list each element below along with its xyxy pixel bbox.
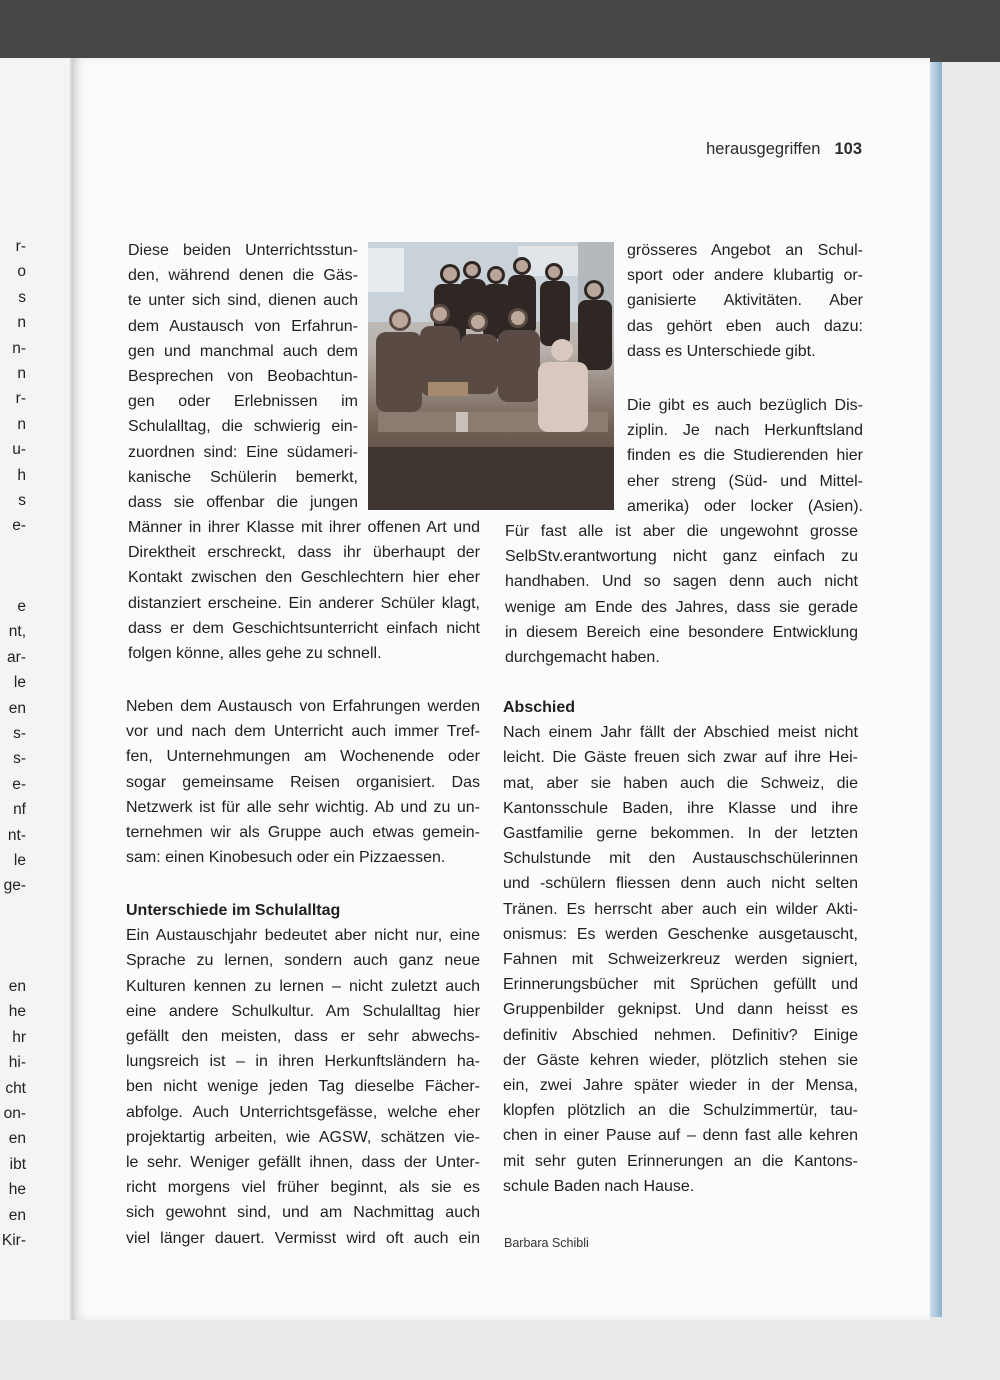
- group-photo-illustration: [368, 242, 614, 510]
- left-page-text-fragment: r-: [15, 390, 26, 408]
- text-line: Besprechen von Beobachtun-: [128, 368, 358, 386]
- text-line: leicht. Die Gäste freuen sich zwar auf ihre Hei-: [503, 749, 858, 767]
- text-line: sogar gemeinsame Reisen organisiert. Das: [126, 773, 480, 791]
- section-heading-abschied: Abschied: [503, 699, 576, 716]
- left-page-text-fragment: le: [13, 852, 26, 869]
- left-page-text-fragment: n: [17, 415, 26, 433]
- text-line: projektartig arbeiten, wie AGSW, schätzen vie-: [126, 1128, 480, 1146]
- text-line: kanische Schülerin bemerkt,: [128, 468, 358, 486]
- text-line: und -schülern fliessen denn auch nicht selten: [503, 875, 858, 893]
- text-line: schule Baden nach Hause.: [503, 1177, 695, 1195]
- article-paragraph-1: [128, 238, 358, 515]
- text-line: definitiv Abschied nehmen. Definitiv? Einige: [503, 1026, 858, 1044]
- text-line: zuordnen sind: Eine südameri-: [128, 443, 358, 461]
- left-page-text-fragment: nt-: [7, 826, 26, 844]
- left-page-text-fragment: e: [17, 598, 26, 615]
- left-page-text-fragment: ge-: [3, 877, 26, 895]
- text-line: distanziert erscheine. Ein anderer Schüler klagt,: [128, 594, 480, 612]
- text-line: gen oder Erlebnissen im: [128, 393, 358, 411]
- left-page-text-fragment: le: [13, 674, 26, 692]
- text-line: grösseres Angebot an Schul-: [627, 242, 863, 259]
- article-paragraph-right-2-continued: [505, 519, 858, 670]
- text-line: Netzwerk ist für alle sehr wichtig. Ab und zu un-: [126, 798, 480, 816]
- text-line: Männer in ihrer Klasse mit ihrer offenen Art und: [128, 519, 480, 536]
- text-line: in diesem Bereich eine besondere Entwicklung: [505, 623, 858, 641]
- group-photo: [368, 242, 614, 510]
- text-line: gen und manchmal auch dem: [128, 342, 358, 360]
- article-paragraph-right-2: [627, 393, 863, 519]
- text-line: den, während denen die Gäs-: [128, 267, 358, 285]
- left-page-text-fragment: Kir-: [1, 1232, 26, 1249]
- text-line: folgen könne, alles gehe zu schnell.: [128, 645, 382, 663]
- article-paragraph-2: [126, 694, 480, 870]
- text-line: Kulturen kennen zu lernen – nicht zuletzt auch: [126, 977, 480, 995]
- left-page-text-fragment: s: [18, 492, 26, 509]
- article-paragraph-1-continued: [128, 515, 480, 666]
- text-line: das gehört eben auch dazu:: [627, 317, 863, 335]
- left-page-text-fragment: ar-: [7, 648, 26, 666]
- left-page-text-fragment: s-: [13, 725, 26, 742]
- text-line: mat, aber sie haben auch die Schweiz, die: [503, 774, 858, 792]
- text-line: Kantonsschule Baden, ihre Klasse und ihre: [503, 799, 858, 817]
- left-page-text-fragment: n: [17, 365, 26, 382]
- left-page-text-fragment: on-: [3, 1105, 26, 1122]
- left-page-text-fragment: r-: [15, 238, 26, 255]
- text-line: sam: einen Kinobesuch oder ein Pizzaessen.: [126, 849, 446, 867]
- text-line: chen in einer Pause auf – denn fast alle kehren: [503, 1127, 858, 1145]
- left-page-text-fragment: s: [18, 288, 26, 306]
- text-line: dass es Unterschiede gibt.: [627, 342, 816, 360]
- text-line: fen, Unternehmungen am Wochenende oder: [126, 748, 480, 766]
- left-page-text-fragment: he: [8, 1181, 26, 1199]
- left-page-text-fragment: hr: [12, 1028, 26, 1046]
- text-line: mit sehr guten Erinnerungen an die Kantons-: [503, 1152, 858, 1170]
- text-line: Gastfamilie gerne bekommen. In der letzten: [503, 825, 858, 843]
- text-line: richt morgens viel früher beginnt, als sie es: [126, 1179, 480, 1197]
- text-line: ziplin. Je nach Herkunftsland: [627, 422, 863, 440]
- left-page-edge: [0, 58, 70, 1320]
- text-line: sport oder andere klubartig or-: [627, 267, 863, 285]
- left-page-text-fragment: he: [8, 1003, 26, 1021]
- left-page-text-fragment: en: [8, 1130, 26, 1148]
- text-line: Neben dem Austausch von Erfahrungen werden: [126, 698, 480, 715]
- text-line: ben nicht wenige jeden Tag dieselbe Fächer-: [126, 1078, 480, 1096]
- text-line: dem Austausch von Erfahrun-: [128, 317, 358, 335]
- section-heading-unterschiede: Unterschiede im Schulalltag: [126, 902, 341, 919]
- left-page-text-fragment: n-: [12, 339, 26, 357]
- text-line: Kontakt zwischen den Geschlechtern hier eher: [128, 569, 480, 587]
- page-stack-edge: [928, 62, 942, 1317]
- text-line: eher streng (Süd- und Mittel-: [627, 472, 863, 490]
- text-line: finden es die Studierenden hier: [627, 447, 863, 465]
- text-line: Schulalltag, die schwierig ein-: [128, 418, 358, 436]
- text-line: Gruppenbilder geknipst. Und dann heisst es: [503, 1001, 858, 1019]
- left-page-text-fragment: h: [17, 466, 26, 484]
- text-line: ein, zwei Jahre später wieder in der Mensa,: [503, 1077, 858, 1095]
- running-header: [706, 140, 862, 159]
- text-line: sich gewohnt sind, und am Nachmittag auch: [126, 1204, 480, 1222]
- left-page-text-fragment: cht: [5, 1079, 26, 1097]
- text-line: gefällt den meisten, dass er sehr abwechs-: [126, 1028, 480, 1046]
- text-line: viel länger dauert. Vermisst wird oft auch ein: [126, 1229, 480, 1247]
- left-page-text-fragment: e-: [12, 517, 26, 535]
- text-line: Fahnen mit Schweizerkreuz werden signiert,: [503, 951, 858, 969]
- text-line: Sprache zu lernen, sondern auch ganz neue: [126, 952, 480, 970]
- left-page-text-fragment: u-: [12, 441, 26, 459]
- left-page-text-fragment: hi-: [8, 1054, 26, 1072]
- text-line: te unter sich sind, dienen auch: [128, 292, 358, 310]
- text-line: Tränen. Es herrscht aber auch ein wilder Akti-: [503, 900, 858, 918]
- left-page-text-fragment: en: [8, 978, 26, 995]
- text-line: handhaben. Und so sagen denn auch nicht: [505, 573, 858, 591]
- text-line: SelbStv.erantwortung nicht ganz einfach zu: [505, 548, 858, 566]
- left-page-text-fragment: e-: [12, 775, 26, 793]
- text-line: Direktheit erschreckt, dass ihr überhaupt der: [128, 544, 480, 562]
- left-page-text-fragment: nf: [13, 801, 26, 819]
- left-page-text-fragment: n: [17, 314, 26, 332]
- text-line: lungsreich ist – in ihren Herkunftsländern ha-: [126, 1053, 480, 1071]
- left-page-text-fragment: s-: [13, 750, 26, 768]
- author-name: Barbara Schibli: [504, 1236, 589, 1250]
- text-line: onismus: Es werden Geschenke ausgetauscht,: [503, 925, 858, 943]
- text-line: Schulstunde mit den Austauschschülerinnen: [503, 850, 858, 868]
- text-line: dass sie offenbar die jungen: [128, 494, 358, 512]
- text-line: Erinnerungsbücher mit Sprüchen gefüllt und: [503, 976, 858, 994]
- section-title: herausgegriffen: [706, 140, 821, 158]
- article-paragraph-right-1: [627, 238, 863, 364]
- text-line: amerika) oder locker (Asien).: [627, 497, 863, 515]
- text-line: Diese beiden Unterrichtsstun-: [128, 242, 358, 259]
- scanner-background: [0, 0, 1000, 62]
- right-page: [72, 58, 930, 1320]
- page-number: 103: [834, 140, 862, 158]
- article-section-unterschiede: [126, 898, 480, 1251]
- left-page-text-fragment: en: [8, 1206, 26, 1224]
- text-line: der Gäste kehren wieder, plötzlich stehen sie: [503, 1051, 858, 1069]
- left-page-text-fragment: o: [17, 263, 26, 281]
- text-line: durchgemacht haben.: [505, 649, 660, 667]
- article-section-abschied: [503, 695, 858, 1199]
- text-line: eine andere Schulkultur. Am Schulalltag hier: [126, 1002, 480, 1020]
- text-line: klopfen plötzlich an die Schulzimmertür, tau-: [503, 1102, 858, 1120]
- text-line: vor und nach dem Unterricht auch immer Tref-: [126, 723, 480, 741]
- text-line: Nach einem Jahr fällt der Abschied meist nicht: [503, 724, 858, 742]
- left-page-text-fragment: en: [8, 699, 26, 717]
- text-line: le sehr. Weniger gefällt ihnen, dass der Unter-: [126, 1154, 480, 1172]
- text-line: Für fast alle ist aber die ungewohnt grosse: [505, 523, 858, 540]
- text-line: ganisierte Aktivitäten. Aber: [627, 292, 863, 310]
- text-line: wenige am Ende des Jahres, dass sie gerade: [505, 598, 858, 616]
- text-line: dass er dem Geschichtsunterricht einfach nicht: [128, 619, 480, 637]
- left-page-text-fragment: nt,: [8, 623, 26, 641]
- left-page-text-fragment: ibt: [9, 1155, 26, 1173]
- text-line: ternehmen wir als Gruppe auch etwas gemein-: [126, 824, 480, 842]
- text-line: abfolge. Auch Unterrichtsgefässe, welche eher: [126, 1103, 480, 1121]
- text-line: Die gibt es auch bezüglich Dis-: [627, 397, 863, 414]
- text-line: Ein Austauschjahr bedeutet aber nicht nur, eine: [126, 927, 480, 945]
